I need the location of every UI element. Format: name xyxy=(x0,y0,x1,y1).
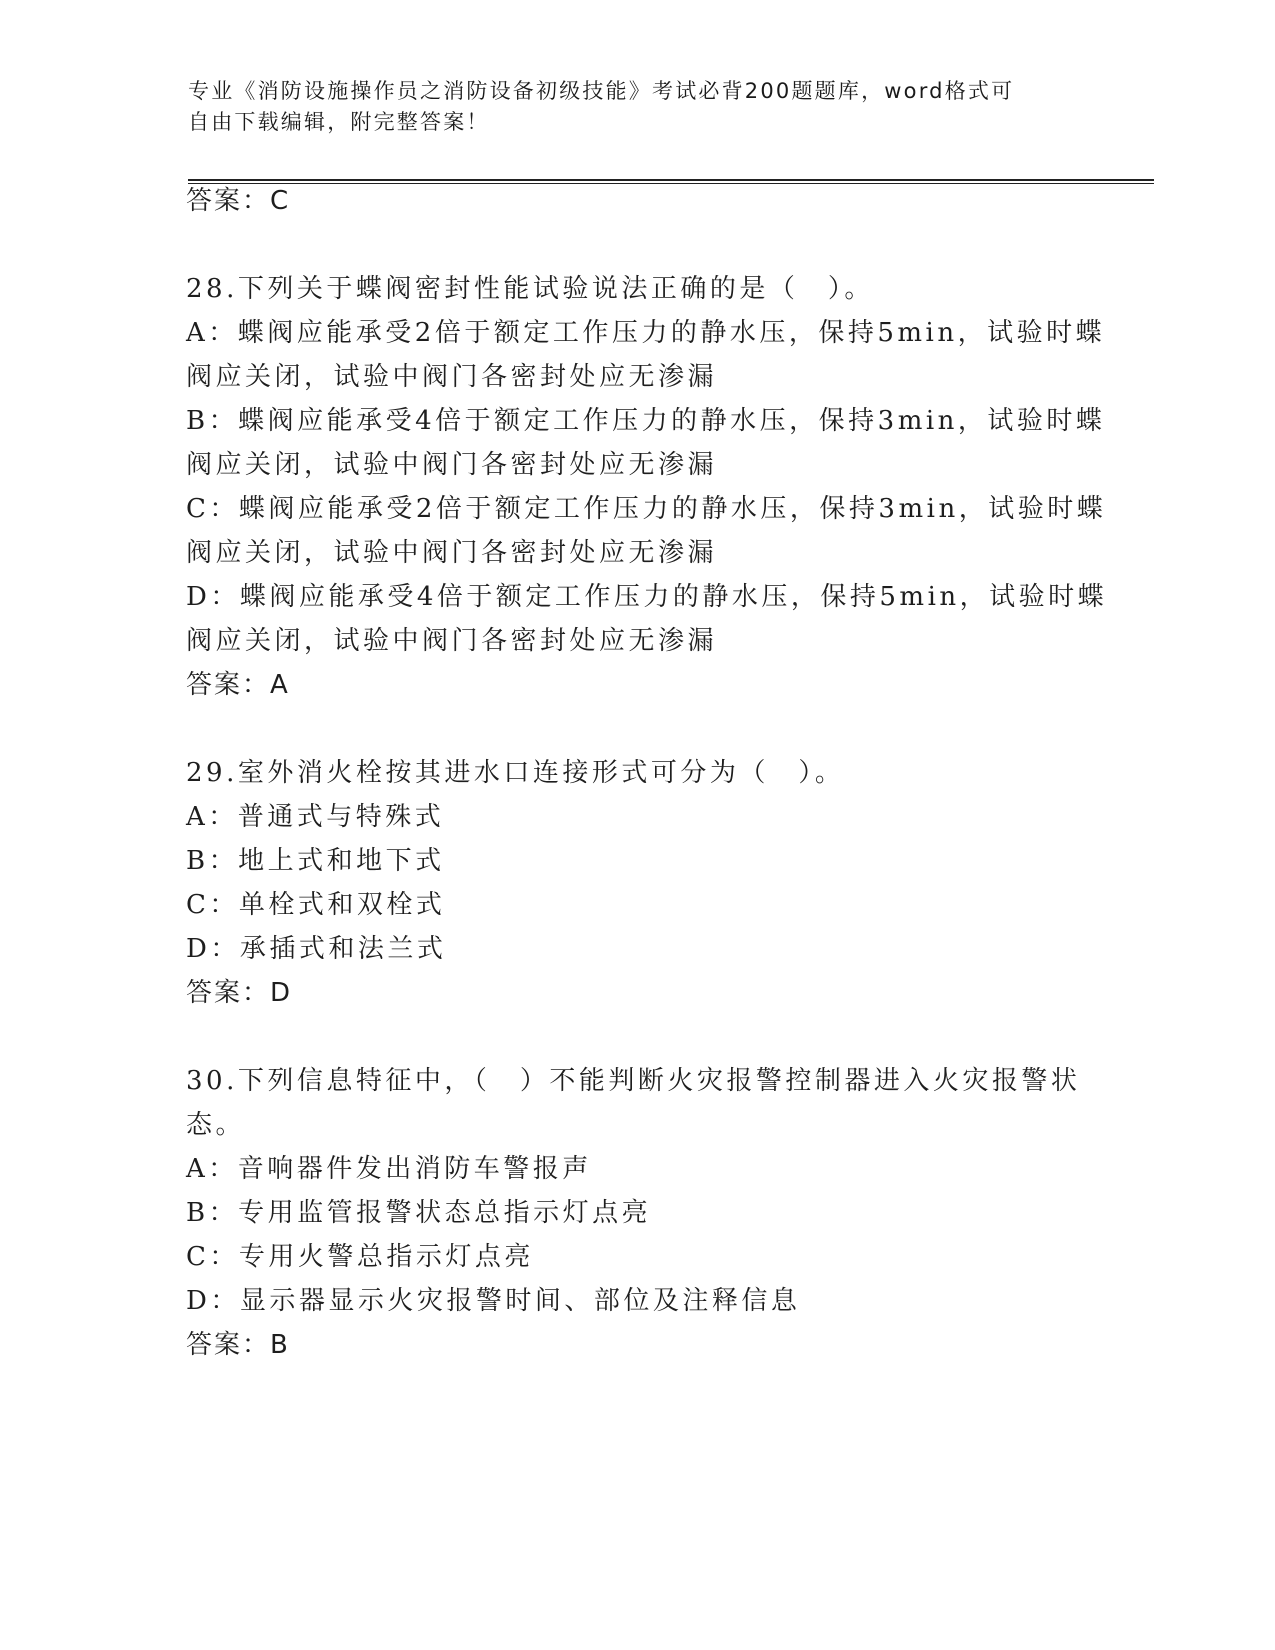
q30-option-a: A：音响器件发出消防车警报声 xyxy=(186,1154,592,1184)
q28-option-c-line1: C：蝶阀应能承受2倍于额定工作压力的静水压，保持3min，试验时蝶 xyxy=(186,494,1107,524)
question-28-stem: 28.下列关于蝶阀密封性能试验说法正确的是（ ）。 xyxy=(186,274,874,304)
q29-answer: 答案：D xyxy=(186,978,293,1008)
header-line-2: 自由下载编辑，附完整答案！ xyxy=(188,110,490,134)
q28-option-d-line1: D：蝶阀应能承受4倍于额定工作压力的静水压，保持5min，试验时蝶 xyxy=(186,582,1108,612)
header-divider-thin xyxy=(188,183,1154,184)
document-header xyxy=(188,76,1068,138)
q28-option-b-line1: B：蝶阀应能承受4倍于额定工作压力的静水压，保持3min，试验时蝶 xyxy=(186,406,1106,436)
q30-option-d: D：显示器显示火灾报警时间、部位及注释信息 xyxy=(186,1286,801,1316)
q29-option-c: C：单栓式和双栓式 xyxy=(186,890,446,920)
question-30-stem-line2: 态。 xyxy=(186,1110,246,1140)
q28-answer: 答案：A xyxy=(186,670,290,700)
q29-option-d: D：承插式和法兰式 xyxy=(186,934,447,964)
q29-option-b: B：地上式和地下式 xyxy=(186,846,445,876)
q28-option-a-line1: A：蝶阀应能承受2倍于额定工作压力的静水压，保持5min，试验时蝶 xyxy=(186,318,1106,348)
q28-option-a-line2: 阀应关闭，试验中阀门各密封处应无渗漏 xyxy=(186,362,718,392)
q30-option-b: B：专用监管报警状态总指示灯点亮 xyxy=(186,1198,652,1228)
q30-answer: 答案：B xyxy=(186,1330,290,1360)
prev-answer: 答案：C xyxy=(186,186,291,216)
header-divider xyxy=(188,179,1154,181)
q30-option-c: C：专用火警总指示灯点亮 xyxy=(186,1242,534,1272)
question-30-stem-line1: 30.下列信息特征中，（ ）不能判断火灾报警控制器进入火灾报警状 xyxy=(186,1066,1081,1096)
question-29-stem: 29.室外消火栓按其进水口连接形式可分为（ ）。 xyxy=(186,758,845,788)
header-line-1: 专业《消防设施操作员之消防设备初级技能》考试必背200题题库，word格式可 xyxy=(188,79,1015,103)
q28-option-d-line2: 阀应关闭，试验中阀门各密封处应无渗漏 xyxy=(186,626,718,656)
q28-option-b-line2: 阀应关闭，试验中阀门各密封处应无渗漏 xyxy=(186,450,718,480)
q28-option-c-line2: 阀应关闭，试验中阀门各密封处应无渗漏 xyxy=(186,538,718,568)
q29-option-a: A：普通式与特殊式 xyxy=(186,802,445,832)
